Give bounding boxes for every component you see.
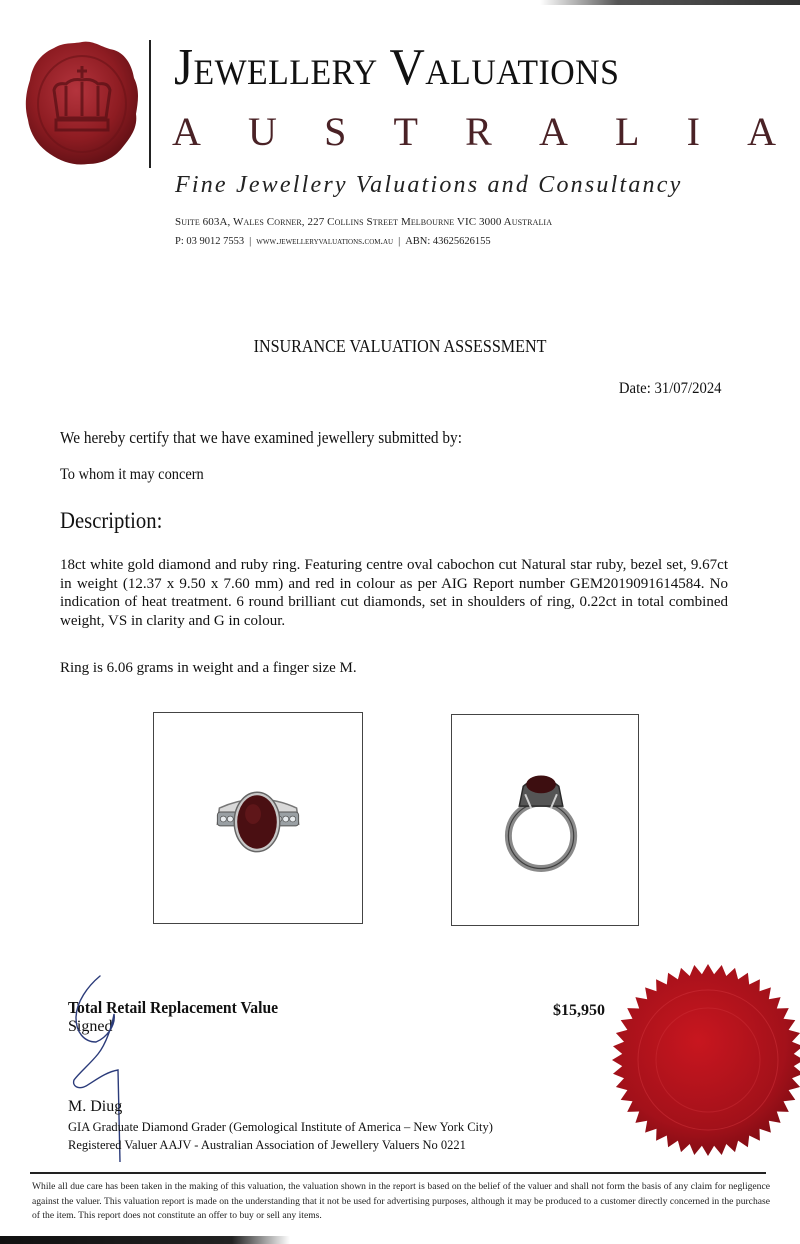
website-link[interactable]: www.jewelleryvaluations.com.au (256, 236, 394, 247)
brand-country-letter: A (538, 109, 568, 154)
abn-number: ABN: 43625626155 (405, 236, 491, 247)
footer-divider (30, 1172, 766, 1174)
valuer-credential-gia: GIA Graduate Diamond Grader (Gemological Institute of America – New York City) (68, 1120, 493, 1134)
ring-weight-size-note: Ring is 6.06 grams in weight and a finger size M. (60, 660, 357, 676)
valuer-name: M. Diug (68, 1098, 123, 1115)
brand-country-letter: I (686, 109, 700, 154)
document-title: INSURANCE VALUATION ASSESSMENT (253, 336, 547, 356)
wax-seal-crown-icon (22, 38, 142, 168)
total-value-amount: $15,950 (553, 1002, 605, 1019)
ruby-ring-top-view-icon (154, 713, 362, 923)
brand-country-letter: R (465, 109, 492, 154)
tagline: Fine Jewellery Valuations and Consultancy (175, 172, 683, 198)
scan-edge-top (540, 0, 800, 5)
separator: | (398, 236, 401, 247)
brand-country-letter: A (747, 109, 776, 154)
brand-country (172, 109, 776, 154)
phone-number: P: 03 9012 7553 (175, 236, 245, 247)
valuer-credential-aajv: Registered Valuer AAJV - Australian Association of Jewellery Valuers No 0221 (68, 1138, 466, 1152)
contact-line (175, 236, 491, 247)
scan-edge-bottom (0, 1236, 290, 1244)
signed-label: Signed (68, 1018, 113, 1035)
disclaimer-text: While all due care has been taken in the making of this valuation, the valuation shown in the report is based on the belief of the valuer and shall not form the basis of any claim for negligence against the valuer. This valuation report is made on the understanding that it not be used for advertising purposes, although it may be produced to a customer directly concerned in the purchase of the item. This report does not constitute an offer to buy or sell any items. (32, 1181, 770, 1221)
logo-divider (149, 40, 151, 168)
brand-country-letter: U (248, 109, 277, 154)
ring-photo-top-view (153, 712, 363, 924)
ruby-ring-side-view-icon (452, 715, 638, 925)
certify-statement: We hereby certify that we have examined jewellery submitted by: (60, 428, 462, 447)
brand-country-letter: A (172, 109, 201, 154)
total-value-label: Total Retail Replacement Value (68, 998, 279, 1017)
description-text: 18ct white gold diamond and ruby ring. Featuring centre oval cabochon cut Natural star ruby, bezel set, 9.67ct in weight (12.37 x 9.50 x 7.60 mm) and red in colour as per AIG Report number GEM2019091614584. No indication of heat treatment. 6 round brilliant cut diamonds, set in shoulders of ring, 0.22ct in total combined weight, VS in clarity and G in colour. (60, 557, 728, 629)
brand-country-letter: L (614, 109, 640, 154)
company-address: Suite 603A, Wales Corner, 227 Collins Street Melbourne VIC 3000 Australia (175, 216, 553, 228)
separator: | (249, 236, 252, 247)
document-date: Date: 31/07/2024 (619, 380, 722, 397)
brand-country-letter: S (324, 109, 347, 154)
brand-title: Jewellery Valuations (174, 39, 620, 96)
red-foil-certificate-seal-icon (608, 960, 800, 1160)
ring-photo-side-view (451, 714, 639, 926)
brand-country-letter: T (393, 109, 418, 154)
description-heading: Description: (60, 508, 163, 533)
recipient: To whom it may concern (60, 466, 204, 483)
